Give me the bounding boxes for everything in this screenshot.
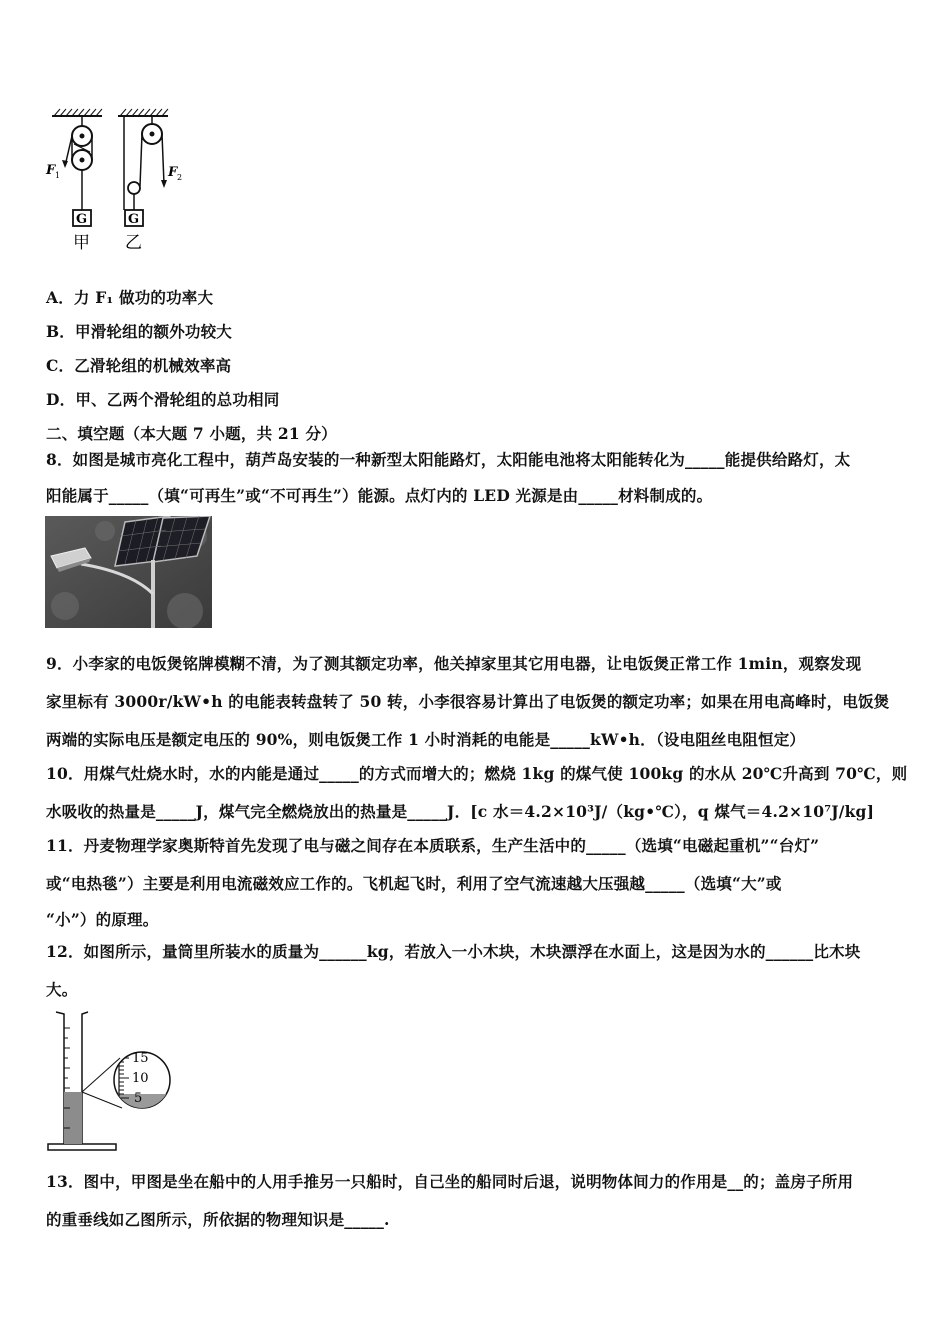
q9-line3: 两端的实际电压是额定电压的 90%，则电饭煲工作 1 小时消耗的电能是_____kW•h．（设电阻丝电阻恒定） xyxy=(46,730,806,749)
label-f2-sub: 2 xyxy=(177,173,183,182)
load-right: G xyxy=(128,212,140,227)
label-f2: F xyxy=(168,165,178,180)
label-f1: F xyxy=(46,163,56,178)
q10-line2: 水吸收的热量是_____J，煤气完全燃烧放出的热量是_____J．[c 水＝4.2×10³J/（kg•℃），q 煤气＝4.2×10⁷J/kg] xyxy=(46,802,875,821)
load-left: G xyxy=(76,212,88,227)
q9-line2: 家里标有 3000r/kW•h 的电能表转盘转了 50 转，小李很容易计算出了电饭煲的额定功率；如果在用电高峰时，电饭煲 xyxy=(46,692,890,711)
solar-streetlight-photo xyxy=(45,516,212,628)
q11-line3: “小”）的原理。 xyxy=(46,910,159,929)
tick-5: 5 xyxy=(134,1091,143,1106)
caption-left: 甲 xyxy=(73,233,90,253)
section-header: 二、填空题（本大题 7 小题，共 21 分） xyxy=(46,424,337,443)
option-d: D．甲、乙两个滑轮组的总功相同 xyxy=(46,390,280,409)
tick-15: 15 xyxy=(132,1051,149,1066)
q11-line1: 11．丹麦物理学家奥斯特首先发现了电与磁之间存在本质联系，生产生活中的_____（选填“电磁起重机”“台灯” xyxy=(46,836,820,855)
q11-line2: 或“电热毯”）主要是利用电流磁效应工作的。飞机起飞时，利用了空气流速越大压强越_____（选填“大”或 xyxy=(46,874,782,893)
pulley-figure xyxy=(40,108,200,258)
caption-right: 乙 xyxy=(125,233,142,253)
option-c: C．乙滑轮组的机械效率高 xyxy=(46,356,232,375)
q12-line1: 12．如图所示，量筒里所装水的质量为______kg，若放入一小木块，木块漂浮在水面上，这是因为水的______比木块 xyxy=(46,942,861,961)
q12-line2: 大。 xyxy=(46,980,78,999)
q10-line1: 10．用煤气灶烧水时，水的内能是通过_____的方式而增大的；燃烧 1kg 的煤气使 100kg 的水从 20℃升高到 70℃，则 xyxy=(46,764,908,783)
q13-line1: 13．图中，甲图是坐在船中的人用手推另一只船时，自己坐的船同时后退，说明物体间力的作用是__的；盖房子所用 xyxy=(46,1172,854,1191)
tick-10: 10 xyxy=(132,1071,149,1086)
q13-line2: 的重垂线如乙图所示，所依据的物理知识是_____. xyxy=(46,1210,390,1229)
label-f1-sub: 1 xyxy=(55,171,61,180)
graduated-cylinder-figure xyxy=(44,1008,184,1158)
q8-line2: 阳能属于_____（填“可再生”或“不可再生”）能源。点灯内的 LED 光源是由_____材料制成的。 xyxy=(46,486,713,505)
q8-line1: 8．如图是城市亮化工程中，葫芦岛安装的一种新型太阳能路灯，太阳能电池将太阳能转化为_____能提供给路灯，太 xyxy=(46,450,851,469)
q9-line1: 9．小李家的电饭煲铭牌模糊不清，为了测其额定功率，他关掉家里其它用电器，让电饭煲正常工作 1min，观察发现 xyxy=(46,654,862,673)
option-a: A．力 F₁ 做功的功率大 xyxy=(46,288,214,307)
option-b: B．甲滑轮组的额外功较大 xyxy=(46,322,233,341)
